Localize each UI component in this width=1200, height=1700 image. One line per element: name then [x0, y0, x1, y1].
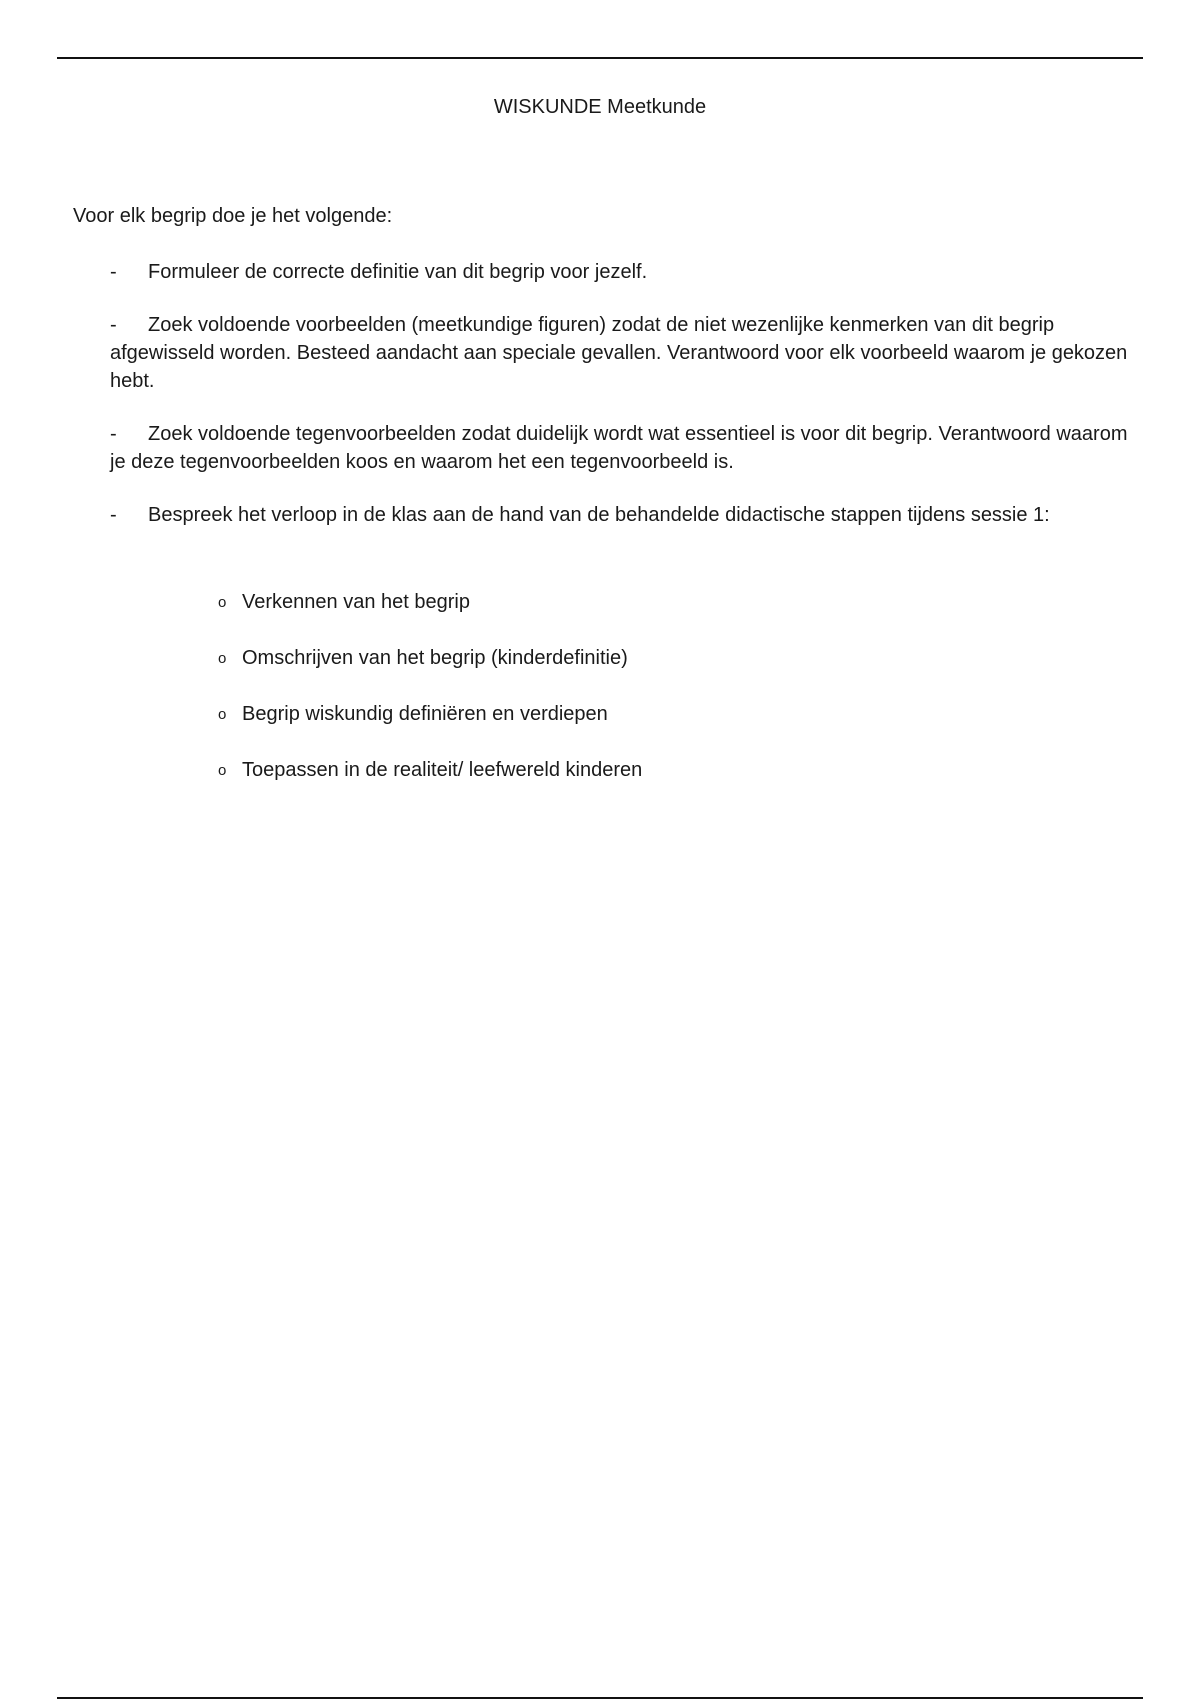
intro-text: Voor elk begrip doe je het volgende:	[73, 205, 393, 227]
sub-list-item-text: Omschrijven van het begrip (kinderdefinitie)	[242, 647, 628, 669]
didactic-steps-list	[218, 588, 642, 812]
dash-marker: -	[110, 314, 117, 336]
circle-bullet-icon: o	[218, 762, 227, 779]
dash-marker: -	[110, 423, 117, 445]
sub-list-item	[218, 588, 642, 617]
dash-marker: -	[110, 504, 117, 526]
list-item-text: Bespreek het verloop in de klas aan de hand van de behandelde didactische stappen tijdens sessie 1:	[148, 504, 1050, 526]
list-item-text: Zoek voldoende voorbeelden (meetkundige figuren) zodat de niet wezenlijke kenmerken van dit begrip afgewisseld worden. Besteed aandacht aan speciale gevallen. Verantwoord voor elk voorbeeld waarom je gekozen hebt.	[110, 314, 1128, 392]
list-item	[110, 311, 1140, 395]
list-item	[110, 501, 1140, 529]
circle-bullet-icon: o	[218, 706, 227, 723]
sub-list-item	[218, 756, 642, 785]
circle-bullet-icon: o	[218, 650, 227, 667]
sub-list-item-text: Begrip wiskundig definiëren en verdiepen	[242, 703, 608, 725]
list-item-text: Formuleer de correcte definitie van dit begrip voor jezelf.	[148, 261, 648, 283]
sub-list-item-text: Toepassen in de realiteit/ leefwereld kinderen	[242, 759, 643, 781]
list-item-text: Zoek voldoende tegenvoorbeelden zodat duidelijk wordt wat essentieel is voor dit begrip. Verantwoord waarom je deze tegenvoorbeelden koos en waarom het een tegenvoorbeeld is.	[110, 423, 1128, 473]
list-item	[110, 420, 1140, 476]
sub-list-item-text: Verkennen van het begrip	[242, 591, 470, 613]
list-item	[110, 258, 1140, 286]
page-title: WISKUNDE Meetkunde	[493, 96, 707, 118]
circle-bullet-icon: o	[218, 594, 227, 611]
top-rule	[57, 57, 1143, 59]
instruction-list	[110, 258, 1140, 554]
sub-list-item	[218, 644, 642, 673]
bottom-rule	[57, 1697, 1143, 1699]
dash-marker: -	[110, 261, 117, 283]
sub-list-item	[218, 700, 642, 729]
